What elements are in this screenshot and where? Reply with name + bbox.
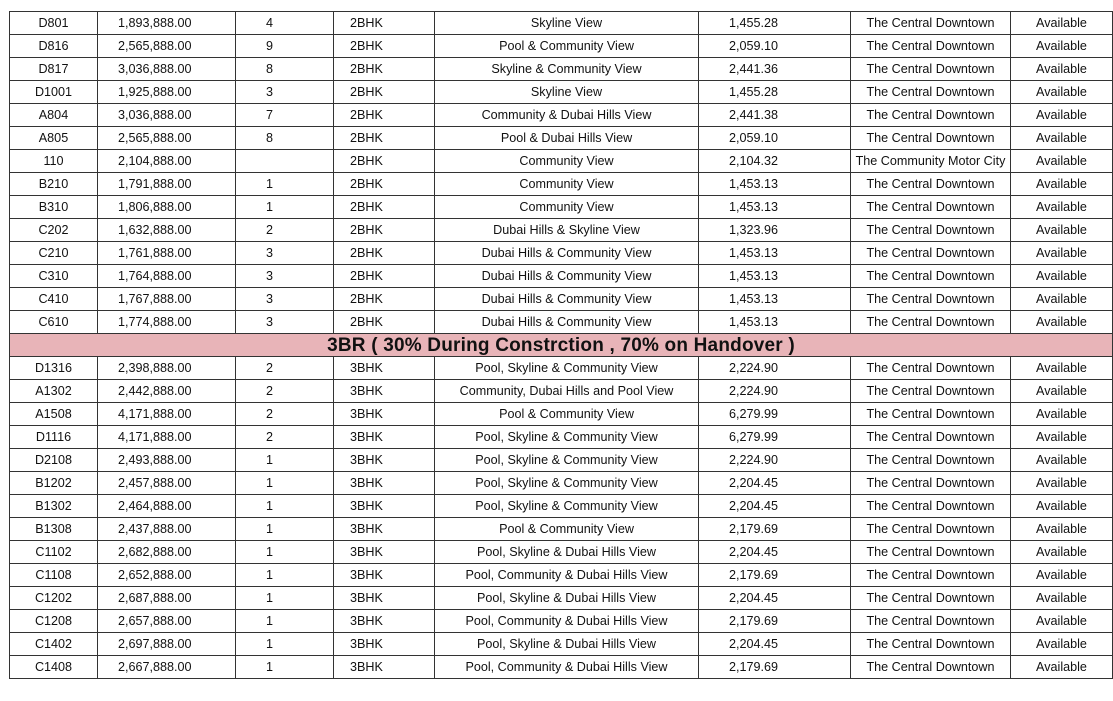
- view-cell: Dubai Hills & Community View: [435, 288, 699, 311]
- section-3br-header-body: [10, 334, 1113, 357]
- type-cell: 2BHK: [334, 242, 435, 265]
- view-cell: Pool, Community & Dubai Hills View: [435, 610, 699, 633]
- project-cell: The Central Downtown: [851, 35, 1011, 58]
- table-row: [10, 656, 1113, 679]
- price-cell: 1,791,888.00: [98, 173, 236, 196]
- floor-cell: 8: [236, 127, 334, 150]
- area-cell: 1,453.13: [699, 196, 851, 219]
- area-cell: 2,179.69: [699, 610, 851, 633]
- unit-cell: C202: [10, 219, 98, 242]
- floor-cell: [236, 150, 334, 173]
- project-cell: The Central Downtown: [851, 81, 1011, 104]
- price-cell: 2,442,888.00: [98, 380, 236, 403]
- table-row: [10, 173, 1113, 196]
- floor-cell: 9: [236, 35, 334, 58]
- floor-cell: 2: [236, 219, 334, 242]
- table-row: [10, 541, 1113, 564]
- area-cell: 1,323.96: [699, 219, 851, 242]
- floor-cell: 3: [236, 265, 334, 288]
- type-cell: 3BHK: [334, 564, 435, 587]
- status-cell: Available: [1011, 311, 1113, 334]
- table-row: [10, 380, 1113, 403]
- area-cell: 2,059.10: [699, 35, 851, 58]
- price-cell: 1,761,888.00: [98, 242, 236, 265]
- area-cell: 1,455.28: [699, 81, 851, 104]
- availability-table: [9, 11, 1113, 679]
- price-cell: 2,104,888.00: [98, 150, 236, 173]
- price-cell: 3,036,888.00: [98, 104, 236, 127]
- price-cell: 2,565,888.00: [98, 127, 236, 150]
- price-cell: 2,398,888.00: [98, 357, 236, 380]
- floor-cell: 3: [236, 242, 334, 265]
- view-cell: Pool & Community View: [435, 35, 699, 58]
- unit-cell: D817: [10, 58, 98, 81]
- project-cell: The Central Downtown: [851, 288, 1011, 311]
- type-cell: 2BHK: [334, 150, 435, 173]
- view-cell: Pool, Skyline & Community View: [435, 357, 699, 380]
- view-cell: Pool & Dubai Hills View: [435, 127, 699, 150]
- area-cell: 2,204.45: [699, 587, 851, 610]
- status-cell: Available: [1011, 518, 1113, 541]
- floor-cell: 1: [236, 495, 334, 518]
- type-cell: 3BHK: [334, 610, 435, 633]
- floor-cell: 1: [236, 449, 334, 472]
- floor-cell: 2: [236, 403, 334, 426]
- floor-cell: 3: [236, 311, 334, 334]
- status-cell: Available: [1011, 449, 1113, 472]
- area-cell: 2,179.69: [699, 518, 851, 541]
- status-cell: Available: [1011, 265, 1113, 288]
- unit-cell: C210: [10, 242, 98, 265]
- status-cell: Available: [1011, 426, 1113, 449]
- price-cell: 1,925,888.00: [98, 81, 236, 104]
- status-cell: Available: [1011, 541, 1113, 564]
- type-cell: 2BHK: [334, 311, 435, 334]
- view-cell: Community View: [435, 150, 699, 173]
- price-cell: 1,893,888.00: [98, 12, 236, 35]
- project-cell: The Central Downtown: [851, 380, 1011, 403]
- area-cell: 2,204.45: [699, 472, 851, 495]
- type-cell: 2BHK: [334, 104, 435, 127]
- status-cell: Available: [1011, 127, 1113, 150]
- project-cell: The Central Downtown: [851, 495, 1011, 518]
- status-cell: Available: [1011, 564, 1113, 587]
- view-cell: Pool, Skyline & Community View: [435, 472, 699, 495]
- view-cell: Pool & Community View: [435, 403, 699, 426]
- status-cell: Available: [1011, 196, 1113, 219]
- view-cell: Community, Dubai Hills and Pool View: [435, 380, 699, 403]
- project-cell: The Community Motor City: [851, 150, 1011, 173]
- unit-cell: B1202: [10, 472, 98, 495]
- section-3br-title: 3BR ( 30% During Constrction , 70% on Handover ): [10, 334, 1113, 357]
- area-cell: 2,204.45: [699, 495, 851, 518]
- type-cell: 2BHK: [334, 288, 435, 311]
- project-cell: The Central Downtown: [851, 656, 1011, 679]
- unit-cell: A805: [10, 127, 98, 150]
- view-cell: Dubai Hills & Community View: [435, 242, 699, 265]
- table-row: [10, 633, 1113, 656]
- area-cell: 2,059.10: [699, 127, 851, 150]
- unit-cell: D1316: [10, 357, 98, 380]
- status-cell: Available: [1011, 242, 1113, 265]
- unit-cell: B210: [10, 173, 98, 196]
- unit-cell: A1508: [10, 403, 98, 426]
- table-3br-body: [10, 357, 1113, 679]
- table-row: [10, 150, 1113, 173]
- table-row: [10, 104, 1113, 127]
- project-cell: The Central Downtown: [851, 265, 1011, 288]
- floor-cell: 1: [236, 472, 334, 495]
- area-cell: 2,224.90: [699, 449, 851, 472]
- view-cell: Community View: [435, 173, 699, 196]
- price-cell: 2,682,888.00: [98, 541, 236, 564]
- table-row: [10, 12, 1113, 35]
- type-cell: 2BHK: [334, 81, 435, 104]
- unit-cell: B310: [10, 196, 98, 219]
- area-cell: 1,453.13: [699, 173, 851, 196]
- type-cell: 2BHK: [334, 219, 435, 242]
- status-cell: Available: [1011, 219, 1113, 242]
- unit-cell: C410: [10, 288, 98, 311]
- table-row: [10, 196, 1113, 219]
- view-cell: Community View: [435, 196, 699, 219]
- unit-cell: C1202: [10, 587, 98, 610]
- price-cell: 1,632,888.00: [98, 219, 236, 242]
- project-cell: The Central Downtown: [851, 449, 1011, 472]
- area-cell: 2,204.45: [699, 541, 851, 564]
- view-cell: Skyline View: [435, 12, 699, 35]
- view-cell: Pool, Skyline & Dubai Hills View: [435, 587, 699, 610]
- price-list-sheet: [9, 11, 1087, 679]
- project-cell: The Central Downtown: [851, 58, 1011, 81]
- status-cell: Available: [1011, 656, 1113, 679]
- area-cell: 6,279.99: [699, 403, 851, 426]
- type-cell: 2BHK: [334, 265, 435, 288]
- table-row: [10, 495, 1113, 518]
- table-row: [10, 426, 1113, 449]
- view-cell: Pool & Community View: [435, 518, 699, 541]
- project-cell: The Central Downtown: [851, 104, 1011, 127]
- status-cell: Available: [1011, 403, 1113, 426]
- status-cell: Available: [1011, 81, 1113, 104]
- floor-cell: 7: [236, 104, 334, 127]
- table-row: [10, 587, 1113, 610]
- status-cell: Available: [1011, 610, 1113, 633]
- area-cell: 2,224.90: [699, 357, 851, 380]
- floor-cell: 1: [236, 633, 334, 656]
- view-cell: Dubai Hills & Community View: [435, 311, 699, 334]
- price-cell: 1,774,888.00: [98, 311, 236, 334]
- view-cell: Pool, Skyline & Community View: [435, 449, 699, 472]
- status-cell: Available: [1011, 12, 1113, 35]
- price-cell: 2,464,888.00: [98, 495, 236, 518]
- price-cell: 2,697,888.00: [98, 633, 236, 656]
- type-cell: 3BHK: [334, 495, 435, 518]
- table-row: [10, 219, 1113, 242]
- project-cell: The Central Downtown: [851, 196, 1011, 219]
- project-cell: The Central Downtown: [851, 242, 1011, 265]
- price-cell: 2,687,888.00: [98, 587, 236, 610]
- table-row: [10, 127, 1113, 150]
- area-cell: 1,453.13: [699, 265, 851, 288]
- view-cell: Pool, Skyline & Dubai Hills View: [435, 633, 699, 656]
- unit-cell: A804: [10, 104, 98, 127]
- price-cell: 3,036,888.00: [98, 58, 236, 81]
- type-cell: 2BHK: [334, 58, 435, 81]
- type-cell: 3BHK: [334, 633, 435, 656]
- view-cell: Pool, Community & Dubai Hills View: [435, 564, 699, 587]
- table-row: [10, 518, 1113, 541]
- price-cell: 4,171,888.00: [98, 403, 236, 426]
- area-cell: 1,453.13: [699, 311, 851, 334]
- floor-cell: 2: [236, 426, 334, 449]
- type-cell: 2BHK: [334, 173, 435, 196]
- status-cell: Available: [1011, 150, 1113, 173]
- table-row: [10, 403, 1113, 426]
- unit-cell: 110: [10, 150, 98, 173]
- status-cell: Available: [1011, 633, 1113, 656]
- type-cell: 3BHK: [334, 541, 435, 564]
- status-cell: Available: [1011, 58, 1113, 81]
- type-cell: 3BHK: [334, 472, 435, 495]
- area-cell: 1,453.13: [699, 242, 851, 265]
- area-cell: 2,179.69: [699, 564, 851, 587]
- type-cell: 3BHK: [334, 587, 435, 610]
- type-cell: 3BHK: [334, 449, 435, 472]
- floor-cell: 2: [236, 357, 334, 380]
- unit-cell: C1402: [10, 633, 98, 656]
- price-cell: 1,767,888.00: [98, 288, 236, 311]
- area-cell: 2,441.36: [699, 58, 851, 81]
- type-cell: 3BHK: [334, 426, 435, 449]
- status-cell: Available: [1011, 173, 1113, 196]
- table-row: [10, 81, 1113, 104]
- status-cell: Available: [1011, 472, 1113, 495]
- table-2br-body: [10, 12, 1113, 334]
- unit-cell: C610: [10, 311, 98, 334]
- table-row: [10, 357, 1113, 380]
- project-cell: The Central Downtown: [851, 541, 1011, 564]
- project-cell: The Central Downtown: [851, 633, 1011, 656]
- area-cell: 2,441.38: [699, 104, 851, 127]
- type-cell: 3BHK: [334, 380, 435, 403]
- view-cell: Community & Dubai Hills View: [435, 104, 699, 127]
- status-cell: Available: [1011, 380, 1113, 403]
- status-cell: Available: [1011, 288, 1113, 311]
- table-row: [10, 311, 1113, 334]
- price-cell: 2,457,888.00: [98, 472, 236, 495]
- floor-cell: 1: [236, 173, 334, 196]
- floor-cell: 1: [236, 610, 334, 633]
- section-3br-row: [10, 334, 1113, 357]
- price-cell: 2,493,888.00: [98, 449, 236, 472]
- table-row: [10, 610, 1113, 633]
- status-cell: Available: [1011, 495, 1113, 518]
- type-cell: 2BHK: [334, 196, 435, 219]
- unit-cell: D1001: [10, 81, 98, 104]
- type-cell: 3BHK: [334, 357, 435, 380]
- view-cell: Pool, Skyline & Dubai Hills View: [435, 541, 699, 564]
- price-cell: 2,437,888.00: [98, 518, 236, 541]
- table-row: [10, 472, 1113, 495]
- table-row: [10, 449, 1113, 472]
- view-cell: Pool, Skyline & Community View: [435, 495, 699, 518]
- type-cell: 3BHK: [334, 656, 435, 679]
- price-cell: 1,764,888.00: [98, 265, 236, 288]
- area-cell: 6,279.99: [699, 426, 851, 449]
- unit-cell: C310: [10, 265, 98, 288]
- project-cell: The Central Downtown: [851, 518, 1011, 541]
- unit-cell: D801: [10, 12, 98, 35]
- unit-cell: D2108: [10, 449, 98, 472]
- view-cell: Pool, Skyline & Community View: [435, 426, 699, 449]
- project-cell: The Central Downtown: [851, 587, 1011, 610]
- floor-cell: 2: [236, 380, 334, 403]
- unit-cell: B1308: [10, 518, 98, 541]
- project-cell: The Central Downtown: [851, 564, 1011, 587]
- floor-cell: 8: [236, 58, 334, 81]
- status-cell: Available: [1011, 104, 1113, 127]
- unit-cell: C1208: [10, 610, 98, 633]
- price-cell: 2,652,888.00: [98, 564, 236, 587]
- project-cell: The Central Downtown: [851, 610, 1011, 633]
- area-cell: 2,179.69: [699, 656, 851, 679]
- floor-cell: 4: [236, 12, 334, 35]
- unit-cell: A1302: [10, 380, 98, 403]
- view-cell: Dubai Hills & Community View: [435, 265, 699, 288]
- area-cell: 1,455.28: [699, 12, 851, 35]
- floor-cell: 1: [236, 518, 334, 541]
- area-cell: 2,204.45: [699, 633, 851, 656]
- project-cell: The Central Downtown: [851, 127, 1011, 150]
- floor-cell: 3: [236, 288, 334, 311]
- view-cell: Pool, Community & Dubai Hills View: [435, 656, 699, 679]
- table-row: [10, 288, 1113, 311]
- unit-cell: C1108: [10, 564, 98, 587]
- project-cell: The Central Downtown: [851, 311, 1011, 334]
- table-row: [10, 265, 1113, 288]
- project-cell: The Central Downtown: [851, 426, 1011, 449]
- view-cell: Skyline View: [435, 81, 699, 104]
- view-cell: Skyline & Community View: [435, 58, 699, 81]
- price-cell: 4,171,888.00: [98, 426, 236, 449]
- status-cell: Available: [1011, 587, 1113, 610]
- project-cell: The Central Downtown: [851, 173, 1011, 196]
- type-cell: 2BHK: [334, 35, 435, 58]
- floor-cell: 1: [236, 656, 334, 679]
- type-cell: 2BHK: [334, 127, 435, 150]
- project-cell: The Central Downtown: [851, 12, 1011, 35]
- unit-cell: D1116: [10, 426, 98, 449]
- table-row: [10, 564, 1113, 587]
- floor-cell: 1: [236, 587, 334, 610]
- status-cell: Available: [1011, 357, 1113, 380]
- price-cell: 2,667,888.00: [98, 656, 236, 679]
- unit-cell: D816: [10, 35, 98, 58]
- price-cell: 2,565,888.00: [98, 35, 236, 58]
- project-cell: The Central Downtown: [851, 403, 1011, 426]
- table-row: [10, 58, 1113, 81]
- floor-cell: 3: [236, 81, 334, 104]
- status-cell: Available: [1011, 35, 1113, 58]
- floor-cell: 1: [236, 541, 334, 564]
- project-cell: The Central Downtown: [851, 472, 1011, 495]
- table-row: [10, 35, 1113, 58]
- type-cell: 2BHK: [334, 12, 435, 35]
- unit-cell: B1302: [10, 495, 98, 518]
- unit-cell: C1408: [10, 656, 98, 679]
- area-cell: 2,224.90: [699, 380, 851, 403]
- view-cell: Dubai Hills & Skyline View: [435, 219, 699, 242]
- project-cell: The Central Downtown: [851, 357, 1011, 380]
- unit-cell: C1102: [10, 541, 98, 564]
- price-cell: 1,806,888.00: [98, 196, 236, 219]
- type-cell: 3BHK: [334, 518, 435, 541]
- table-row: [10, 242, 1113, 265]
- type-cell: 3BHK: [334, 403, 435, 426]
- area-cell: 1,453.13: [699, 288, 851, 311]
- project-cell: The Central Downtown: [851, 219, 1011, 242]
- floor-cell: 1: [236, 196, 334, 219]
- area-cell: 2,104.32: [699, 150, 851, 173]
- price-cell: 2,657,888.00: [98, 610, 236, 633]
- floor-cell: 1: [236, 564, 334, 587]
